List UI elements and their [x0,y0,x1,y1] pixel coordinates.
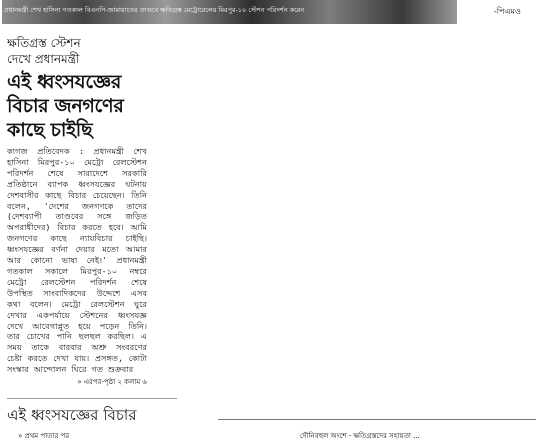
second-headline: এই ধ্বংসযজ্ঞের বিচার [7,406,137,424]
headline-line-3: কাছে চাইছি [7,119,93,141]
continued-line: » এরপর-পৃষ্ঠা ২ কলাম ৬ [77,378,147,387]
headline-line-1: এই ধ্বংসযজ্ঞের [7,71,121,93]
news-article [7,35,147,388]
kicker-line-1: ক্ষতিগ্রস্ত স্টেশন [7,36,81,50]
continuation-snippet-left: » প্রথম পাতার পর [18,432,70,440]
continuation-snippet-right: দৌনিবহুল অংশে - ক্ষতিগ্রস্তদের সহায়তা ... [300,432,420,440]
article-body: কাগজ প্রতিবেদক : প্রধানমন্ত্রী শেখ হাসিনা মিরপুর-১০ মেট্রো রেলস্টেশন পরিদর্শন শেষে সারাদেশে সরকারি প্রতিষ্ঠানে ব্যাপক ধ্বংসযজ্ঞের ঘটনায় দেশবাসীর কাছে বিচার চেয়েছেন। তিনি বলেন, 'দেশের জনগণকে তাদের (দেশব্যাপী তাণ্ডবের সঙ্গে জড়িত অপরাধীদের) বিচার করতে হবে। আমি জনগণের কাছে ন্যায়বিচার চাইছি। ধ্বংসযজ্ঞের বর্ণনা দেয়ার মতো আমার আর কোনো ভাষা নেই।' প্রধানমন্ত্রী গতকাল সকালে মিরপুর-১০ নম্বরে মেট্রো রেলস্টেশন পরিদর্শন শেষে উপস্থিত সাংবাদিকদের উদ্দেশে এসব কথা বলেন। মেট্রো রেলস্টেশন ঘুরে দেখার একপর্যায়ে স্টেশনের ধ্বংসযজ্ঞ দেখে আবেগাপ্লুত হয়ে পড়েন তিনি। তার চোখের পানি ছলছল করছিল। এ সময় তাকে বারবার অশ্রু সংবরণের চেষ্টা করতে দেখা যায়। প্রসঙ্গত, কোটা সংস্কার আন্দোলন ঘিরে গত শুক্রবার [7,146,147,375]
headline-rule [218,419,536,420]
kicker-line-2: দেখে প্রধানমন্ত্রী [7,52,80,66]
section-divider [7,398,177,399]
top-photo-strip [0,0,540,28]
photo-caption: প্রধানমন্ত্রী শেখ হাসিনা গতকাল বিএনপি-জামায়াতের তাণ্ডবে ক্ষতিগ্রস্ত মেট্রোরেলের মিরপুর-১০ স্টেশন পরিদর্শন করেন [4,6,305,14]
headline-line-2: বিচার জনগণের [7,95,124,117]
headline [7,70,147,142]
photo-credit: -পিএমও [494,7,521,16]
